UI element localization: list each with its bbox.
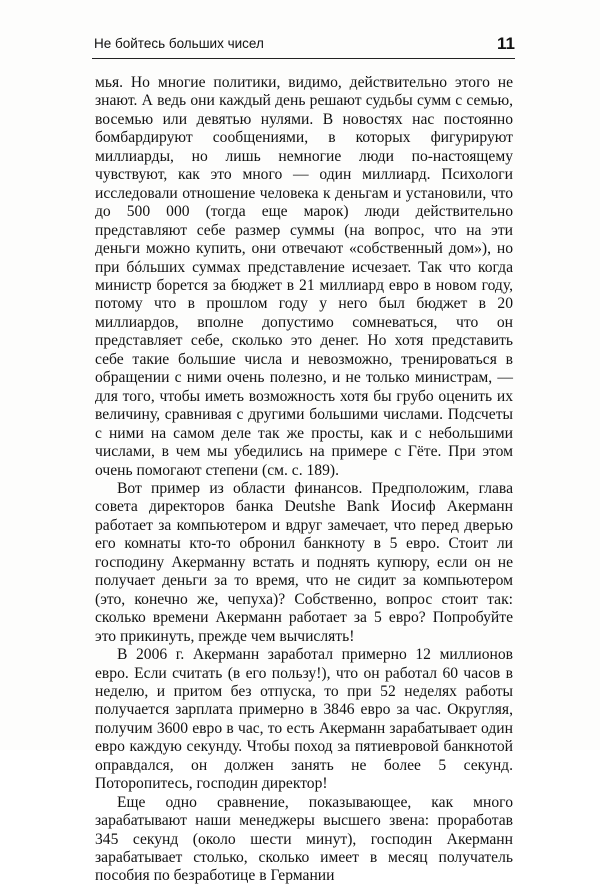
page-number: 11 — [497, 34, 515, 53]
chapter-title: Не бойтесь больших чисел — [94, 36, 264, 51]
paragraph: В 2006 г. Акерманн заработал примерно 12 миллионов евро. Если считать (в его пользу!), что он работал 60 часов в неделю, и притом без отпуска, то при 52 неделях работы получается зарплата примерно в 3846 евро за час. Округляя, получим 3600 евро в час, то есть Акерманн зарабатывает один евро каждую секунду. Чтобы поход за пятиевровой банкнотой оправдался, он должен занять не более 5 секунд. Поторопитесь, господин директор! — [95, 646, 513, 793]
paragraph: мья. Но многие политики, видимо, действительно этого не знают. А ведь они каждый день решают судьбы сумм с семью, восемью или девятью нулями. В новостях нас постоянно бомбардируют сообщениями, в которых фигурируют миллиарды, но лишь немногие люди по-настоящему чувствуют, как это много — один миллиард. Психологи исследовали отношение человека к деньгам и установили, что до 500 000 (тогда еще марок) люди действительно представляют себе размер суммы (на вопрос, что на эти деньги можно купить, они отвечают «собственный дом»), но при бóльших суммах представление исчезает. Так что когда министр борется за бюджет в 21 миллиард евро в новом году, потому что в прошлом году у него был бюджет в 20 миллиардов, вполне допустимо сомневаться, что он представляет себе, сколько это денег. Но хотя представить себе такие большие числа и невозможно, тренироваться в обращении с ними очень полезно, и не только министрам, — для того, чтобы иметь возможность хотя бы грубо оценить их величину, сравнивая с другими большими числами. Подсчеты с ними на самом деле так же просты, как и с небольшими числами, в чем мы убедились на примере с Гёте. При этом очень помогают степени (см. с. 189). — [95, 74, 513, 479]
paragraph: Еще одно сравнение, показывающее, как много зарабатывают наши менеджеры высшего звена: проработав 345 секунд (около шести минут), господин Акерманн зарабатывает столько, сколько имеет в месяц получатель пособия по безработице в Германии — [95, 793, 513, 885]
body-text — [95, 74, 513, 886]
running-header — [92, 36, 515, 59]
paragraph: Вот пример из области финансов. Предположим, глава совета директоров банка Deutshe Bank Иосиф Акерманн работает за компьютером и вдруг замечает, что перед дверью его комнаты кто-то обронил банкноту в 5 евро. Стоит ли господину Акерманну встать и поднять купюру, если он не получает деньги за то время, что не сидит за компьютером (это, конечно же, чепуха)? Собственно, вопрос стоит так: сколько времени Акерманн работает за 5 евро? Попробуйте это прикинуть, прежде чем вычислять! — [95, 479, 513, 645]
